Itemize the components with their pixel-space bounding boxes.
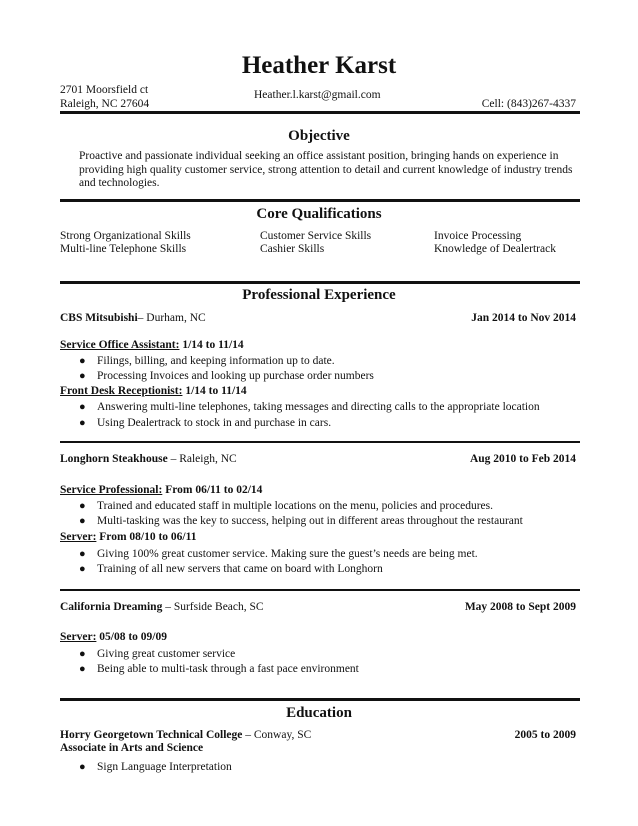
address-line-2: Raleigh, NC 27604 bbox=[60, 98, 150, 110]
bullet-text: Answering multi-line telephones, taking messages and directing calls to the appropriate location bbox=[97, 401, 540, 413]
job-employer-line bbox=[60, 453, 237, 465]
bullet-item bbox=[79, 761, 232, 773]
role-range: From 06/11 to 02/14 bbox=[162, 484, 263, 496]
bullet-text: Giving great customer service bbox=[97, 648, 236, 660]
bullet-icon: ● bbox=[79, 548, 86, 560]
job-dates: Aug 2010 to Feb 2014 bbox=[469, 453, 576, 465]
bullet-item bbox=[79, 500, 494, 512]
employer-name: Longhorn Steakhouse bbox=[60, 453, 168, 465]
objective-heading: Objective bbox=[288, 128, 350, 144]
qualification-item: Customer Service Skills bbox=[260, 230, 372, 242]
experience-divider bbox=[60, 698, 580, 701]
bullet-item bbox=[79, 515, 523, 527]
phone-number: Cell: (843)267-4337 bbox=[481, 98, 576, 110]
qualification-item: Strong Organizational Skills bbox=[60, 230, 191, 242]
bullet-icon: ● bbox=[79, 563, 86, 575]
bullet-item bbox=[79, 355, 335, 367]
job-dates: May 2008 to Sept 2009 bbox=[464, 601, 576, 613]
qualifications-heading: Core Qualifications bbox=[256, 206, 382, 222]
education-heading: Education bbox=[286, 705, 352, 721]
role-title: Service Professional: bbox=[60, 484, 163, 496]
bullet-text: Sign Language Interpretation bbox=[97, 761, 232, 773]
bullet-icon: ● bbox=[79, 401, 86, 413]
bullet-icon: ● bbox=[79, 761, 86, 773]
role-title: Server: bbox=[60, 631, 97, 643]
job-dates: Jan 2014 to Nov 2014 bbox=[471, 312, 576, 324]
address-line-1: 2701 Moorsfield ct bbox=[60, 84, 149, 96]
bullet-item bbox=[79, 648, 236, 660]
qualification-item: Cashier Skills bbox=[260, 243, 325, 255]
school-name: Horry Georgetown Technical College bbox=[60, 729, 243, 741]
bullet-item bbox=[79, 548, 478, 560]
objective-divider bbox=[60, 199, 580, 202]
job-divider bbox=[60, 441, 580, 443]
bullet-icon: ● bbox=[79, 370, 86, 382]
role-title-line bbox=[60, 631, 167, 643]
employer-name: California Dreaming bbox=[60, 601, 163, 613]
school-line bbox=[60, 729, 311, 741]
email-address[interactable]: Heather.l.karst@gmail.com bbox=[254, 89, 381, 101]
bullet-text: Filings, billing, and keeping information up to date. bbox=[97, 355, 335, 367]
role-title-line bbox=[60, 531, 197, 543]
bullet-text: Giving 100% great customer service. Making sure the guest’s needs are being met. bbox=[97, 548, 478, 560]
role-range: 05/08 to 09/09 bbox=[96, 631, 168, 643]
header-divider bbox=[60, 111, 580, 114]
role-range: From 08/10 to 06/11 bbox=[96, 531, 197, 543]
bullet-text: Trained and educated staff in multiple locations on the menu, policies and procedures. bbox=[97, 500, 494, 512]
bullet-icon: ● bbox=[79, 515, 86, 527]
resume-name: Heather Karst bbox=[241, 52, 397, 79]
school-location: – Conway, SC bbox=[242, 729, 312, 741]
bullet-icon: ● bbox=[79, 648, 86, 660]
employer-location: – Durham, NC bbox=[137, 312, 206, 324]
bullet-text: Using Dealertrack to stock in and purchase in cars. bbox=[97, 417, 332, 429]
role-range: 1/14 to 11/14 bbox=[179, 339, 244, 351]
education-dates: 2005 to 2009 bbox=[514, 729, 576, 741]
bullet-icon: ● bbox=[79, 355, 86, 367]
job-employer-line bbox=[60, 312, 206, 324]
bullet-item bbox=[79, 663, 359, 675]
role-title-line bbox=[60, 339, 244, 351]
qualification-item: Multi-line Telephone Skills bbox=[60, 243, 187, 255]
role-title: Front Desk Receptionist: bbox=[60, 385, 183, 397]
job-divider bbox=[60, 589, 580, 591]
employer-location: – Surfside Beach, SC bbox=[162, 601, 264, 613]
job-employer-line bbox=[60, 601, 264, 613]
role-title: Server: bbox=[60, 531, 97, 543]
bullet-item bbox=[79, 563, 383, 575]
bullet-text: Being able to multi-task through a fast pace environment bbox=[97, 663, 359, 675]
qualification-item: Knowledge of Dealertrack bbox=[434, 243, 556, 255]
bullet-icon: ● bbox=[79, 417, 86, 429]
employer-location: – Raleigh, NC bbox=[167, 453, 237, 465]
qualification-item: Invoice Processing bbox=[434, 230, 522, 242]
objective-text: Proactive and passionate individual seeking an office assistant position, bringing hands on experience in providing high quality customer service, strong attention to detail and current knowledge of industry trends and technologies. bbox=[79, 150, 573, 189]
bullet-text: Multi-tasking was the key to success, helping out in different areas throughout the restaurant bbox=[97, 515, 523, 527]
role-title-line bbox=[60, 484, 262, 496]
employer-name: CBS Mitsubishi bbox=[60, 312, 138, 324]
bullet-text: Training of all new servers that came on board with Longhorn bbox=[97, 563, 383, 575]
bullet-item bbox=[79, 370, 374, 382]
bullet-icon: ● bbox=[79, 500, 86, 512]
experience-heading: Professional Experience bbox=[242, 287, 396, 303]
degree-name: Associate in Arts and Science bbox=[60, 742, 204, 754]
bullet-icon: ● bbox=[79, 663, 86, 675]
role-title-line bbox=[60, 385, 247, 397]
role-title: Service Office Assistant: bbox=[60, 339, 180, 351]
bullet-item bbox=[79, 417, 332, 429]
qualifications-divider bbox=[60, 281, 580, 284]
role-range: 1/14 to 11/14 bbox=[182, 385, 247, 397]
bullet-text: Processing Invoices and looking up purchase order numbers bbox=[97, 370, 374, 382]
bullet-item bbox=[79, 401, 540, 413]
